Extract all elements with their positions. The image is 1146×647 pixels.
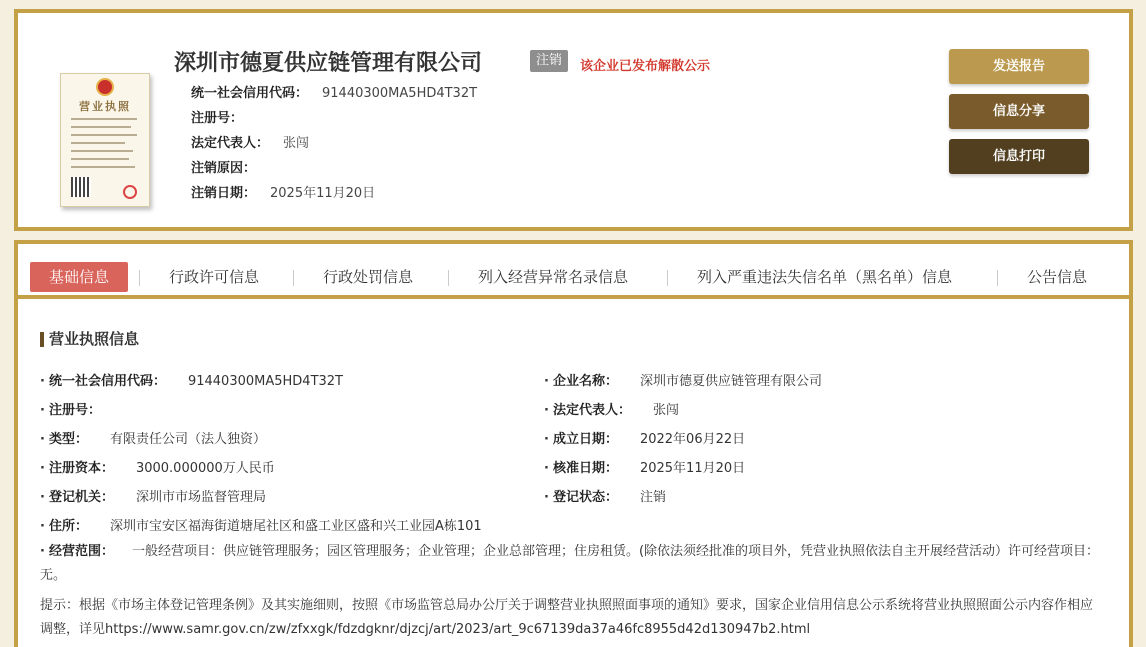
field-value: 深圳市德夏供应链管理有限公司	[639, 374, 822, 389]
bullet-dot: ·	[544, 461, 549, 476]
bullet-dot: ·	[544, 374, 549, 389]
tab-divider	[139, 270, 140, 286]
business-license-image[interactable]	[60, 73, 150, 207]
field-value: 2022年06月22日	[639, 432, 746, 447]
field-label: 统一社会信用代码：	[48, 374, 166, 389]
status-badge: 注销	[530, 50, 568, 72]
share-info-button[interactable]: 信息分享	[949, 94, 1089, 129]
tab-divider	[448, 270, 449, 286]
field-label: 登记机关：	[48, 490, 114, 505]
license-text-line	[71, 166, 135, 168]
tab-basic-info[interactable]: 基础信息	[30, 262, 128, 292]
bullet-dot: ·	[544, 490, 549, 505]
print-info-button[interactable]: 信息打印	[949, 139, 1089, 174]
tab-divider	[293, 270, 294, 286]
license-text-line	[71, 126, 131, 128]
field-label: 法定代表人：	[191, 136, 270, 151]
header-reg-number-row	[191, 107, 257, 126]
bullet-dot: ·	[40, 432, 45, 447]
field-label: 注册资本：	[48, 461, 114, 476]
field-label: 住所：	[48, 519, 88, 534]
field-reg-number	[40, 399, 101, 418]
field-value: 注销	[639, 490, 666, 505]
header-cancel-reason-row	[191, 157, 270, 176]
field-registration-status	[544, 486, 666, 505]
header-legal-rep-row	[191, 132, 309, 151]
license-text-line	[71, 150, 133, 152]
field-label: 注销原因：	[191, 161, 257, 176]
tab-announcements[interactable]: 公告信息	[1027, 268, 1088, 286]
field-value: 深圳市宝安区福海街道塘尾社区和盛工业区盛和兴工业园A栋101	[109, 519, 482, 534]
field-value: 有限责任公司（法人独资）	[109, 432, 266, 447]
details-panel	[14, 240, 1133, 647]
field-label: 类型：	[48, 432, 88, 447]
national-emblem-icon	[96, 78, 114, 96]
bullet-dot: ·	[40, 374, 45, 389]
bullet-dot: ·	[544, 403, 549, 418]
company-header-panel	[14, 9, 1133, 231]
field-label: 统一社会信用代码：	[191, 86, 309, 101]
field-value: 3000.000000万人民币	[135, 461, 275, 476]
header-cancel-date-row	[191, 182, 375, 201]
field-legal-representative	[544, 399, 679, 418]
field-label: 经营范围：	[48, 544, 114, 559]
license-text-line	[71, 118, 137, 120]
tab-bar	[18, 244, 1129, 299]
tab-blacklist[interactable]: 列入严重违法失信名单（黑名单）信息	[697, 268, 953, 286]
license-image-title: 营业执照	[79, 100, 131, 113]
qr-code-icon	[71, 177, 91, 197]
bullet-dot: ·	[40, 490, 45, 505]
field-value: 2025年11月20日	[639, 461, 746, 476]
dissolution-notice-link[interactable]: 该企业已发布解散公示	[580, 59, 711, 74]
field-type	[40, 428, 266, 447]
tip-notice: 提示：根据《市场主体登记管理条例》及其实施细则，按照《市场监管总局办公厅关于调整营业执照照面事项的通知》要求，国家企业信用信息公示系统将营业执照照面公示内容作相应调整，详见https://www.samr.gov.cn/zw/zfxxgk/fdzdgknr/djzcj/art/2023/art_9c67139da37a46fc8955d42d130947b2.html	[40, 598, 1094, 637]
field-value: 一般经营项目：供应链管理服务；园区管理服务；企业管理；企业总部管理；住房租赁。(除依法须经批准的项目外，凭营业执照依法自主开展经营活动）许可经营项目：无。	[40, 544, 1100, 583]
field-value: 张闯	[283, 136, 310, 151]
field-address	[40, 515, 482, 534]
tab-abnormal-operation[interactable]: 列入经营异常名录信息	[478, 268, 629, 286]
bullet-dot: ·	[40, 461, 45, 476]
field-label: 核准日期：	[552, 461, 618, 476]
field-label: 法定代表人：	[552, 403, 631, 418]
official-seal-icon	[123, 185, 137, 199]
tab-divider	[667, 270, 668, 286]
field-label: 注销日期：	[191, 186, 257, 201]
field-label: 注册号：	[191, 111, 244, 126]
field-value: 深圳市市场监督管理局	[135, 490, 266, 505]
field-value: 张闯	[652, 403, 679, 418]
bullet-dot: ·	[40, 544, 45, 559]
license-text-line	[71, 134, 137, 136]
tab-divider	[997, 270, 998, 286]
bullet-dot: ·	[40, 519, 45, 534]
field-label: 成立日期：	[552, 432, 618, 447]
field-registration-authority	[40, 486, 266, 505]
field-credit-code	[40, 370, 343, 389]
section-title-license-info: 营业执照信息	[40, 332, 139, 347]
field-establish-date	[544, 428, 745, 447]
field-approval-date	[544, 457, 745, 476]
field-company-name	[544, 370, 822, 389]
field-label: 企业名称：	[552, 374, 618, 389]
field-value: 91440300MA5HD4T32T	[187, 374, 343, 389]
bullet-dot: ·	[544, 432, 549, 447]
license-text-line	[71, 158, 129, 160]
field-label: 注册号：	[48, 403, 101, 418]
field-registered-capital	[40, 457, 275, 476]
license-text-line	[71, 142, 125, 144]
send-report-button[interactable]: 发送报告	[949, 49, 1089, 84]
field-business-scope	[40, 540, 1100, 588]
header-credit-code-row	[191, 82, 477, 101]
company-name-title: 深圳市德夏供应链管理有限公司	[174, 51, 483, 76]
tab-admin-penalty[interactable]: 行政处罚信息	[323, 268, 414, 286]
field-value: 2025年11月20日	[270, 186, 376, 201]
field-label: 登记状态：	[552, 490, 618, 505]
bullet-dot: ·	[40, 403, 45, 418]
tab-admin-license[interactable]: 行政许可信息	[169, 268, 260, 286]
field-value: 91440300MA5HD4T32T	[322, 86, 478, 101]
